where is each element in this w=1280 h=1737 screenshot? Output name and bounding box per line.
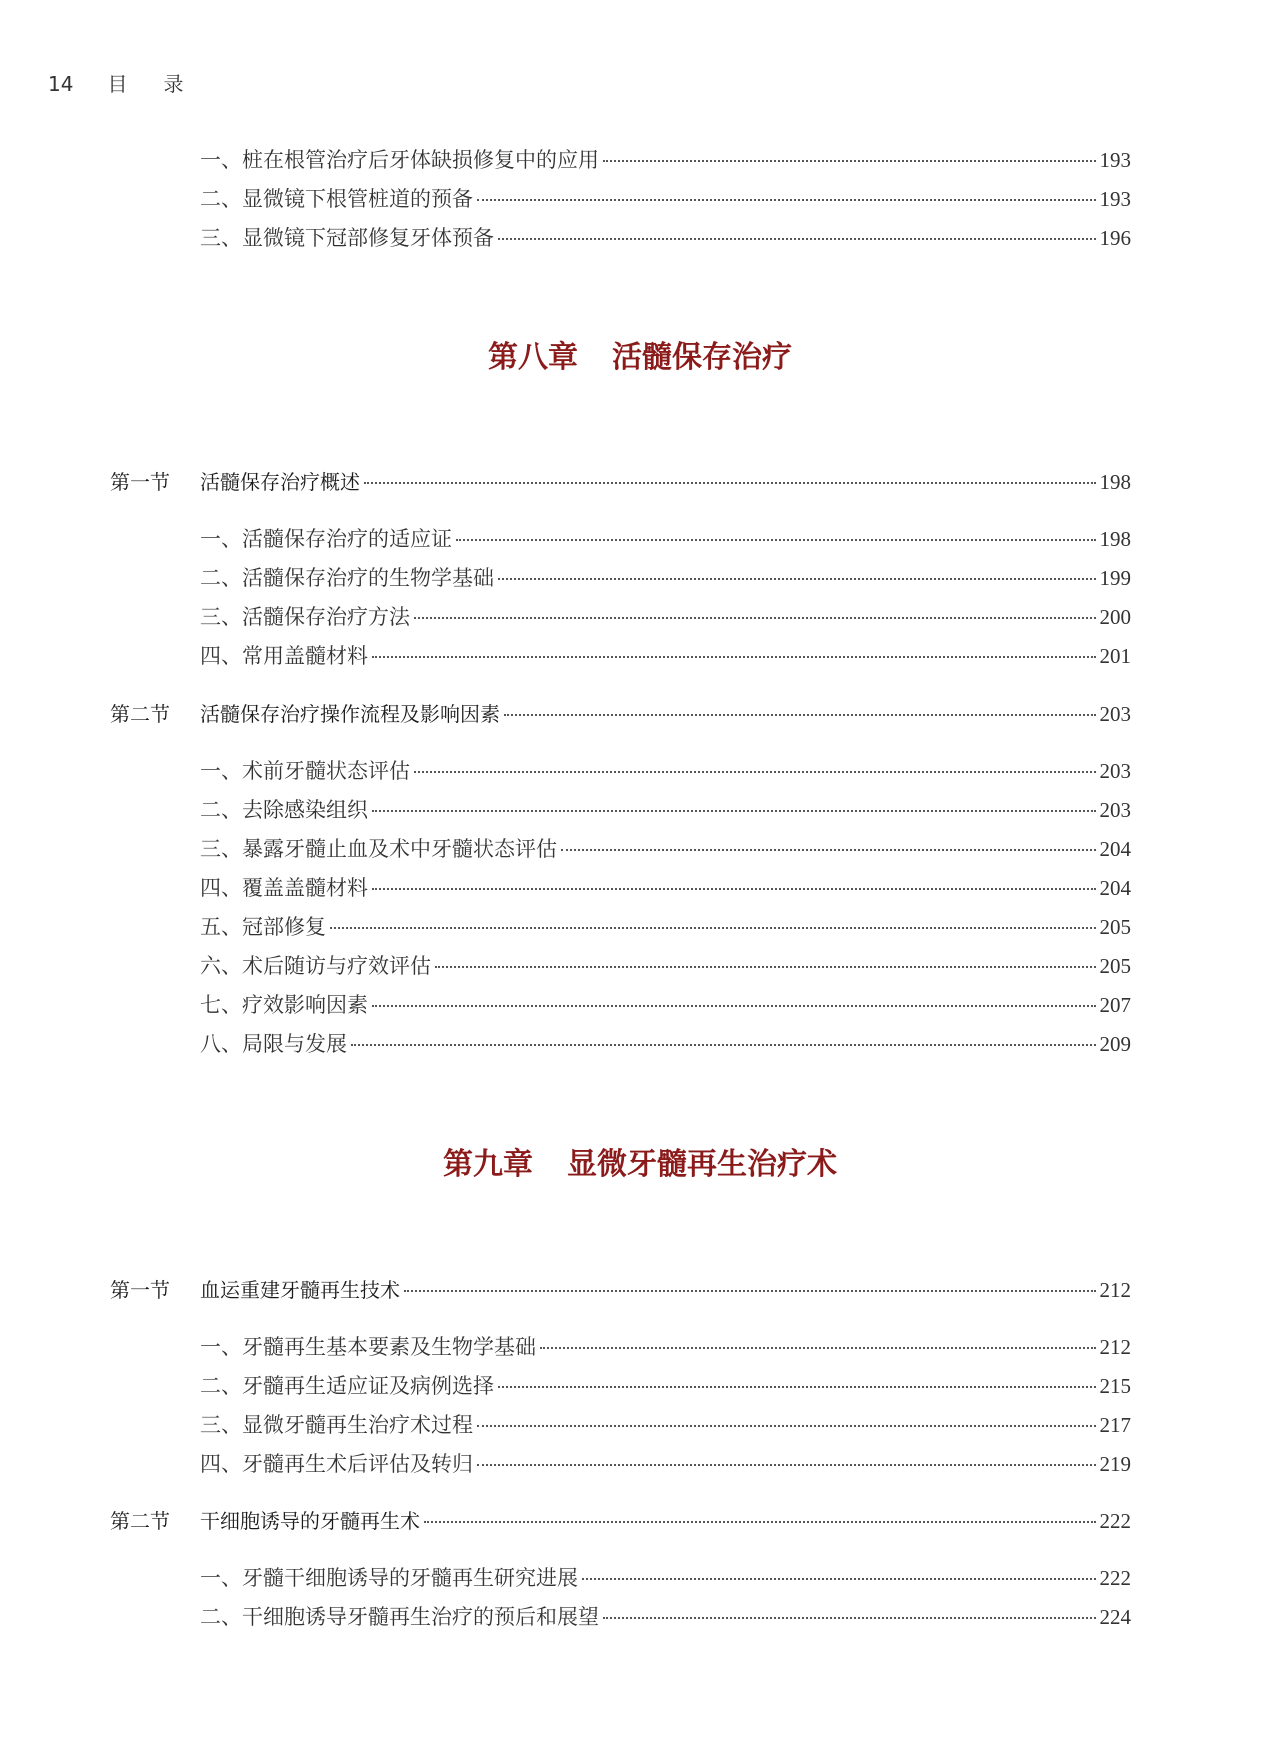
toc-item-page: 204 bbox=[1099, 876, 1131, 900]
toc-item[interactable] bbox=[200, 956, 1131, 977]
toc-item-label: 一、牙髓干细胞诱导的牙髓再生研究进展 bbox=[200, 1566, 578, 1590]
toc-item[interactable] bbox=[200, 646, 1131, 667]
toc-item[interactable] bbox=[200, 761, 1131, 782]
chapter-number: 第九章 bbox=[443, 1147, 533, 1182]
dot-leader bbox=[582, 1578, 1096, 1580]
section-label: 活髓保存治疗概述 bbox=[200, 470, 360, 494]
dot-leader bbox=[477, 1425, 1096, 1427]
dot-leader bbox=[372, 810, 1096, 812]
toc-item-page: 204 bbox=[1099, 837, 1131, 861]
toc-item[interactable] bbox=[200, 878, 1131, 899]
toc-item-label: 七、疗效影响因素 bbox=[200, 993, 368, 1017]
toc-item-page: 198 bbox=[1099, 527, 1131, 551]
toc-item-label: 三、活髓保存治疗方法 bbox=[200, 605, 410, 629]
chapter-number: 第八章 bbox=[488, 340, 578, 375]
toc-item-label: 二、显微镜下根管桩道的预备 bbox=[200, 187, 473, 211]
toc-item[interactable] bbox=[200, 917, 1131, 938]
toc-section[interactable] bbox=[110, 1511, 1131, 1532]
running-header bbox=[48, 68, 219, 97]
toc-item-page: 209 bbox=[1099, 1032, 1131, 1056]
section-page: 198 bbox=[1099, 470, 1131, 494]
toc-item-page: 224 bbox=[1099, 1605, 1131, 1629]
toc-item-page: 222 bbox=[1099, 1566, 1131, 1590]
toc-item-label: 四、常用盖髓材料 bbox=[200, 644, 368, 668]
toc-item[interactable] bbox=[200, 529, 1131, 550]
toc-item-label: 八、局限与发展 bbox=[200, 1032, 347, 1056]
dot-leader bbox=[498, 578, 1096, 580]
dot-leader bbox=[364, 482, 1096, 484]
toc-item-page: 205 bbox=[1099, 915, 1131, 939]
toc-item-label: 四、牙髓再生术后评估及转归 bbox=[200, 1452, 473, 1476]
toc-item[interactable] bbox=[200, 1568, 1131, 1589]
toc-item-label: 三、显微镜下冠部修复牙体预备 bbox=[200, 226, 494, 250]
toc-item-page: 212 bbox=[1099, 1335, 1131, 1359]
dot-leader bbox=[424, 1521, 1096, 1523]
section-label: 干细胞诱导的牙髓再生术 bbox=[200, 1509, 420, 1533]
section-page: 203 bbox=[1099, 702, 1131, 726]
toc-item-page: 207 bbox=[1099, 993, 1131, 1017]
toc-item[interactable] bbox=[200, 1415, 1131, 1436]
toc-item-label: 一、牙髓再生基本要素及生物学基础 bbox=[200, 1335, 536, 1359]
dot-leader bbox=[498, 238, 1096, 240]
toc-item-page: 200 bbox=[1099, 605, 1131, 629]
toc-item-page: 201 bbox=[1099, 644, 1131, 668]
toc-item[interactable] bbox=[200, 150, 1131, 171]
toc-section[interactable] bbox=[110, 1280, 1131, 1301]
chapter-heading[interactable] bbox=[0, 1147, 1280, 1182]
toc-item[interactable] bbox=[200, 995, 1131, 1016]
dot-leader bbox=[603, 160, 1096, 162]
toc-item-label: 五、冠部修复 bbox=[200, 915, 326, 939]
section-number: 第二节 bbox=[110, 702, 170, 726]
toc-item-label: 三、暴露牙髓止血及术中牙髓状态评估 bbox=[200, 837, 557, 861]
toc-item-page: 199 bbox=[1099, 566, 1131, 590]
section-number: 第二节 bbox=[110, 1509, 170, 1533]
toc-item-label: 二、干细胞诱导牙髓再生治疗的预后和展望 bbox=[200, 1605, 599, 1629]
toc-item-page: 196 bbox=[1099, 226, 1131, 250]
toc-item[interactable] bbox=[200, 1607, 1131, 1628]
toc-item[interactable] bbox=[200, 189, 1131, 210]
toc-item[interactable] bbox=[200, 1376, 1131, 1397]
section-label: 活髓保存治疗操作流程及影响因素 bbox=[200, 702, 500, 726]
toc-item[interactable] bbox=[200, 1454, 1131, 1475]
toc-item-label: 二、去除感染组织 bbox=[200, 798, 368, 822]
toc-item-label: 一、桩在根管治疗后牙体缺损修复中的应用 bbox=[200, 148, 599, 172]
toc-item[interactable] bbox=[200, 607, 1131, 628]
section-page: 212 bbox=[1099, 1278, 1131, 1302]
toc-item[interactable] bbox=[200, 1337, 1131, 1358]
dot-leader bbox=[372, 656, 1096, 658]
dot-leader bbox=[414, 617, 1096, 619]
toc-item-label: 三、显微牙髓再生治疗术过程 bbox=[200, 1413, 473, 1437]
section-number: 第一节 bbox=[110, 1278, 170, 1302]
toc-item-page: 193 bbox=[1099, 148, 1131, 172]
dot-leader bbox=[372, 888, 1096, 890]
toc-item-page: 215 bbox=[1099, 1374, 1131, 1398]
dot-leader bbox=[498, 1386, 1096, 1388]
chapter-title: 显微牙髓再生治疗术 bbox=[567, 1147, 837, 1182]
dot-leader bbox=[404, 1290, 1096, 1292]
section-number: 第一节 bbox=[110, 470, 170, 494]
header-title: 目录 bbox=[107, 72, 220, 96]
dot-leader bbox=[603, 1617, 1096, 1619]
toc-item-page: 219 bbox=[1099, 1452, 1131, 1476]
toc-item-label: 四、覆盖盖髓材料 bbox=[200, 876, 368, 900]
dot-leader bbox=[540, 1347, 1096, 1349]
dot-leader bbox=[414, 771, 1096, 773]
toc-item-page: 193 bbox=[1099, 187, 1131, 211]
dot-leader bbox=[351, 1044, 1096, 1046]
toc-item-label: 一、活髓保存治疗的适应证 bbox=[200, 527, 452, 551]
dot-leader bbox=[504, 714, 1096, 716]
page-number: 14 bbox=[48, 72, 74, 96]
toc-item[interactable] bbox=[200, 568, 1131, 589]
toc-item[interactable] bbox=[200, 228, 1131, 249]
toc-item-label: 六、术后随访与疗效评估 bbox=[200, 954, 431, 978]
toc-item[interactable] bbox=[200, 1034, 1131, 1055]
toc-item-label: 二、牙髓再生适应证及病例选择 bbox=[200, 1374, 494, 1398]
dot-leader bbox=[330, 927, 1096, 929]
chapter-title: 活髓保存治疗 bbox=[612, 340, 792, 375]
dot-leader bbox=[477, 199, 1096, 201]
toc-section[interactable] bbox=[110, 472, 1131, 493]
dot-leader bbox=[456, 539, 1096, 541]
toc-section[interactable] bbox=[110, 704, 1131, 725]
dot-leader bbox=[435, 966, 1096, 968]
dot-leader bbox=[372, 1005, 1096, 1007]
section-page: 222 bbox=[1099, 1509, 1131, 1533]
section-label: 血运重建牙髓再生技术 bbox=[200, 1278, 400, 1302]
dot-leader bbox=[477, 1464, 1096, 1466]
toc-item-page: 217 bbox=[1099, 1413, 1131, 1437]
toc-item-page: 203 bbox=[1099, 798, 1131, 822]
toc-item-label: 二、活髓保存治疗的生物学基础 bbox=[200, 566, 494, 590]
toc-item[interactable] bbox=[200, 839, 1131, 860]
toc-item-page: 203 bbox=[1099, 759, 1131, 783]
dot-leader bbox=[561, 849, 1096, 851]
chapter-heading[interactable] bbox=[0, 340, 1280, 375]
toc-item-page: 205 bbox=[1099, 954, 1131, 978]
toc-item-label: 一、术前牙髓状态评估 bbox=[200, 759, 410, 783]
toc-item[interactable] bbox=[200, 800, 1131, 821]
